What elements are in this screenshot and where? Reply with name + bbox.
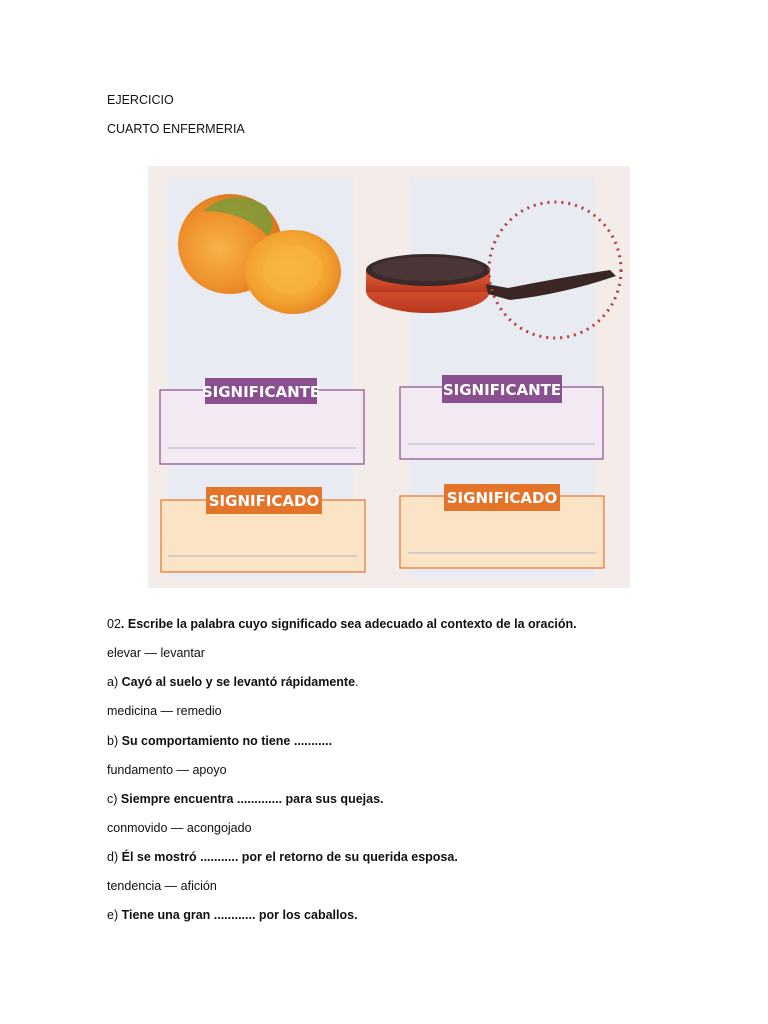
item-end-a: . (355, 675, 359, 689)
item-d (107, 850, 458, 864)
item-sentence-a: Cayó al suelo y se levantó rápidamente (121, 675, 356, 689)
item-sentence-d: Él se mostró ........... por el retorno de su querida esposa. (121, 850, 458, 864)
item-sentence-b: Su comportamiento no tiene ........... (121, 734, 333, 748)
item-letter-d: d) (107, 850, 119, 864)
options-a: elevar — levantar (107, 646, 205, 660)
item-letter-b: b) (107, 734, 119, 748)
item-c (107, 792, 384, 806)
exercise-instruction: 02. Escribe la palabra cuyo significado sea adecuado al contexto de la oración. (107, 617, 577, 631)
item-sentence-c: Siempre encuentra ............. para sus quejas. (120, 792, 384, 806)
item-letter-e: e) (107, 908, 119, 922)
signified-label-right: SIGNIFICADO (446, 489, 558, 507)
item-b (107, 734, 332, 748)
signifier-box-left (160, 378, 364, 464)
figure-illustration (148, 166, 630, 588)
signifier-label-left: SIGNIFICANTE (201, 383, 321, 401)
item-letter-c: c) (107, 792, 118, 806)
options-c: fundamento — apoyo (107, 763, 227, 777)
item-letter-a: a) (107, 675, 119, 689)
signified-label-left: SIGNIFICADO (208, 492, 320, 510)
signified-box-right (400, 484, 604, 568)
doc-subtitle: CUARTO ENFERMERIA (107, 122, 245, 136)
doc-title: EJERCICIO (107, 93, 174, 107)
item-sentence-e: Tiene una gran ............ por los caballos. (121, 908, 358, 922)
exercise-figure (148, 166, 630, 588)
signifier-box-right (400, 375, 603, 459)
item-a (107, 675, 359, 689)
options-d: conmovido — acongojado (107, 821, 252, 835)
options-e: tendencia — afición (107, 879, 217, 893)
exercise-number: 02 (107, 617, 121, 631)
signified-box-left (161, 487, 365, 572)
signifier-label-right: SIGNIFICANTE (442, 381, 562, 399)
options-b: medicina — remedio (107, 704, 222, 718)
item-e (107, 908, 358, 922)
instruction-text: Escribe la palabra cuyo significado sea adecuado al contexto de la oración. (127, 617, 577, 631)
